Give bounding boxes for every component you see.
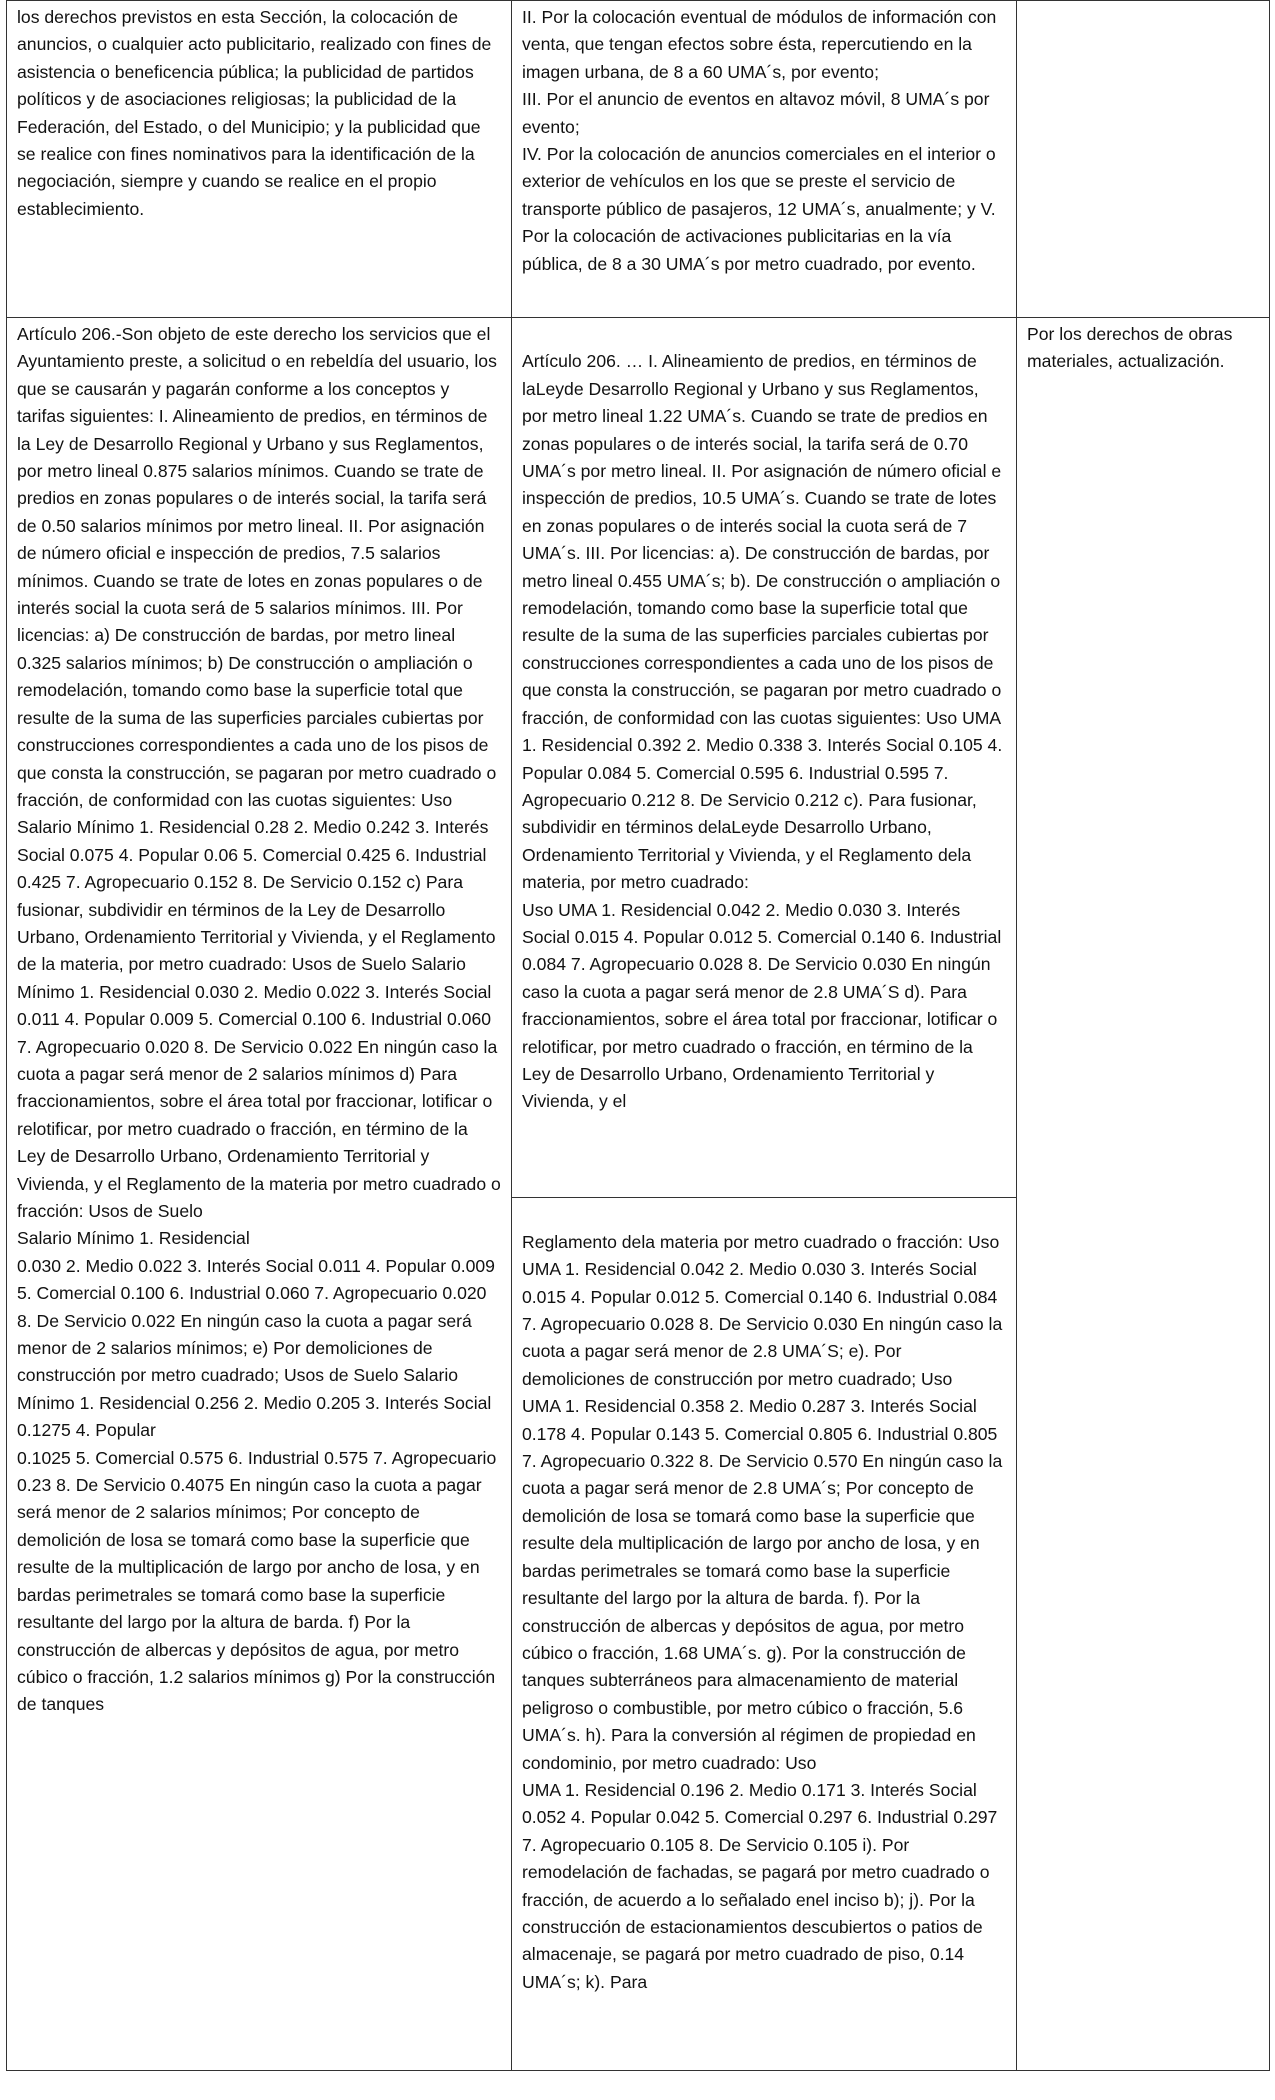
- proposed-text-part-1: Artículo 206. … I. Alineamiento de predios, en términos de laLeyde Desarrollo Regional y Urbano y sus Reglamentos, por metro lineal 1.22 UMA´s. Cuando se trate de predios en zonas populares o de interés social, la tarifa será de 0.70 UMA´s por metro lineal. II. Por asignación de número oficial e inspección de predios, 10.5 UMA´s. Cuando se trate de lotes en zonas populares o de interés social la cuota será de 7 UMA´s. III. Por licencias: a). De construcción de bardas, por metro lineal 0.455 UMA´s; b). De construcción o ampliación o remodelación, tomando como base la superficie total que resulte de la suma de las superficies parciales cubiertas por construcciones correspondientes a cada uno de los pisos de que consta la construcción, se pagaran por metro cuadrado o fracción, de conformidad con las cuotas siguientes: Uso UMA 1. Residencial 0.392 2. Medio 0.338 3. Interés Social 0.105 4. Popular 0.084 5. Comercial 0.595 6. Industrial 0.595 7. Agropecuario 0.212 8. De Servicio 0.212 c). Para fusionar, subdividir en términos delaLeyde Desarrollo Urbano, Ordenamiento Territorial y Vivienda, y el Reglamento dela materia, por metro cuadrado: Uso UMA 1. Residencial 0.042 2. Medio 0.030 3. Interés Social 0.015 4. Popular 0.012 5. Comercial 0.140 6. Industrial 0.084 7. Agropecuario 0.028 8. De Servicio 0.030 En ningún caso la cuota a pagar será menor de 2.8 UMA´S d). Para fraccionamientos, sobre el área total por fraccionar, lotificar o relotificar, por metro cuadrado o fracción, en término de la Ley de Desarrollo Urbano, Ordenamiento Territorial y Vivienda, y el: [512, 345, 1016, 1198]
- current-text-cell: Artículo 206.-Son objeto de este derecho los servicios que el Ayuntamiento preste, a solicitud o en rebeldía del usuario, los que se causarán y pagarán conforme a los conceptos y tarifas siguientes: I. Alineamiento de predios, en términos de la Ley de Desarrollo Regional y Urbano y sus Reglamentos, por metro lineal 0.875 salarios mínimos. Cuando se trate de predios en zonas populares o de interés social, la tarifa será de 0.50 salarios mínimos por metro lineal. II. Por asignación de número oficial e inspección de predios, 7.5 salarios mínimos. Cuando se trate de lotes en zonas populares o de interés social la cuota será de 5 salarios mínimos. III. Por licencias: a) De construcción de bardas, por metro lineal 0.325 salarios mínimos; b) De construcción o ampliación o remodelación, tomando como base la superficie total que resulte de la suma de las superficies parciales cubiertas por construcciones correspondientes a cada uno de los pisos de que consta la construcción, se pagaran por metro cuadrado o fracción, de conformidad con las cuotas siguientes: Uso Salario Mínimo 1. Residencial 0.28 2. Medio 0.242 3. Interés Social 0.075 4. Popular 0.06 5. Comercial 0.425 6. Industrial 0.425 7. Agropecuario 0.152 8. De Servicio 0.152 c) Para fusionar, subdividir en términos de la Ley de Desarrollo Urbano, Ordenamiento Territorial y Vivienda, y el Reglamento de la materia, por metro cuadrado: Usos de Suelo Salario Mínimo 1. Residencial 0.030 2. Medio 0.022 3. Interés Social 0.011 4. Popular 0.009 5. Comercial 0.100 6. Industrial 0.060 7. Agropecuario 0.020 8. De Servicio 0.022 En ningún caso la cuota a pagar será menor de 2 salarios mínimos d) Para fraccionamientos, sobre el área total por fraccionar, lotificar o relotificar, por metro cuadrado o fracción, en término de la Ley de Desarrollo Urbano, Ordenamiento Territorial y Vivienda, y el Reglamento de la materia por metro cuadrado o fracción: Usos de Suelo Salario Mínimo 1. Residencial 0.030 2. Medio 0.022 3. Interés Social 0.011 4. Popular 0.009 5. Comercial 0.100 6. Industrial 0.060 7. Agropecuario 0.020 8. De Servicio 0.022 En ningún caso la cuota a pagar será menor de 2 salarios mínimos; e) Por demoliciones de construcción por metro cuadrado; Usos de Suelo Salario Mínimo 1. Residencial 0.256 2. Medio 0.205 3. Interés Social 0.1275 4. Popular 0.1025 5. Comercial 0.575 6. Industrial 0.575 7. Agropecuario 0.23 8. De Servicio 0.4075 En ningún caso la cuota a pagar será menor de 2 salarios mínimos; Por concepto de demolición de losa se tomará como base la superficie que resulte de la multiplicación de largo por ancho de losa, y en bardas perimetrales se tomará como base la superficie resultante del largo por la altura de barda. f) Por la construcción de albercas y depósitos de agua, por metro cúbico o fracción, 1.2 salarios mínimos g) Por la construcción de tanques: [7, 318, 512, 2071]
- proposed-text-part-2: Reglamento dela materia por metro cuadrado o fracción: Uso UMA 1. Residencial 0.042 2. Medio 0.030 3. Interés Social 0.015 4. Popular 0.012 5. Comercial 0.140 6. Industrial 0.084 7. Agropecuario 0.028 8. De Servicio 0.030 En ningún caso la cuota a pagar será menor de 2.8 UMA´S; e). Por demoliciones de construcción por metro cuadrado; Uso UMA 1. Residencial 0.358 2. Medio 0.287 3. Interés Social 0.178 4. Popular 0.143 5. Comercial 0.805 6. Industrial 0.805 7. Agropecuario 0.322 8. De Servicio 0.570 En ningún caso la cuota a pagar será menor de 2.8 UMA´s; Por concepto de demolición de losa se tomará como base la superficie que resulte dela multiplicación de largo por ancho de losa, y en bardas perimetrales se tomará como base la superficie resultante del largo por la altura de barda. f). Por la construcción de albercas y depósitos de agua, por metro cúbico o fracción, 1.68 UMA´s. g). Por la construcción de tanques subterráneos para almacenamiento de material peligroso o combustible, por metro cúbico o fracción, 5.6 UMA´s. h). Para la conversión al régimen de propiedad en condominio, por metro cuadrado: Uso UMA 1. Residencial 0.196 2. Medio 0.171 3. Interés Social 0.052 4. Popular 0.042 5. Comercial 0.297 6. Industrial 0.297 7. Agropecuario 0.105 8. De Servicio 0.105 i). Por remodelación de fachadas, se pagará por metro cuadrado o fracción, de acuerdo a lo señalado enel inciso b); j). Por la construcción de estacionamientos descubiertos o patios de almacenaje, se pagará por metro cuadrado de piso, 0.14 UMA´s; k). Para: [522, 1231, 1003, 1992]
- justification-cell: [1017, 1, 1270, 318]
- justification-cell: Por los derechos de obras materiales, actualización.: [1017, 318, 1270, 2071]
- current-text-cell: los derechos previstos en esta Sección, la colocación de anuncios, o cualquier acto publicitario, realizado con fines de asistencia o beneficencia pública; la publicidad de partidos políticos y de asociaciones religiosas; la publicidad de la Federación, del Estado, o del Municipio; y la publicidad que se realice con fines nominativos para la identificación de la negociación, siempre y cuando se realice en el propio establecimiento.: [7, 1, 512, 318]
- document-page: [6, 0, 1269, 2071]
- proposed-text-cell: [512, 318, 1017, 2071]
- comparison-table: [6, 0, 1270, 2071]
- proposed-text-cell: II. Por la colocación eventual de módulos de información con venta, que tengan efectos sobre ésta, repercutiendo en la imagen urbana, de 8 a 60 UMA´s, por evento; III. Por el anuncio de eventos en altavoz móvil, 8 UMA´s por evento; IV. Por la colocación de anuncios comerciales en el interior o exterior de vehículos en los que se preste el servicio de transporte público de pasajeros, 12 UMA´s, anualmente; y V. Por la colocación de activaciones publicitarias en la vía pública, de 8 a 30 UMA´s por metro cuadrado, por evento.: [512, 1, 1017, 318]
- table-row: [7, 318, 1270, 2071]
- table-row: [7, 1, 1270, 318]
